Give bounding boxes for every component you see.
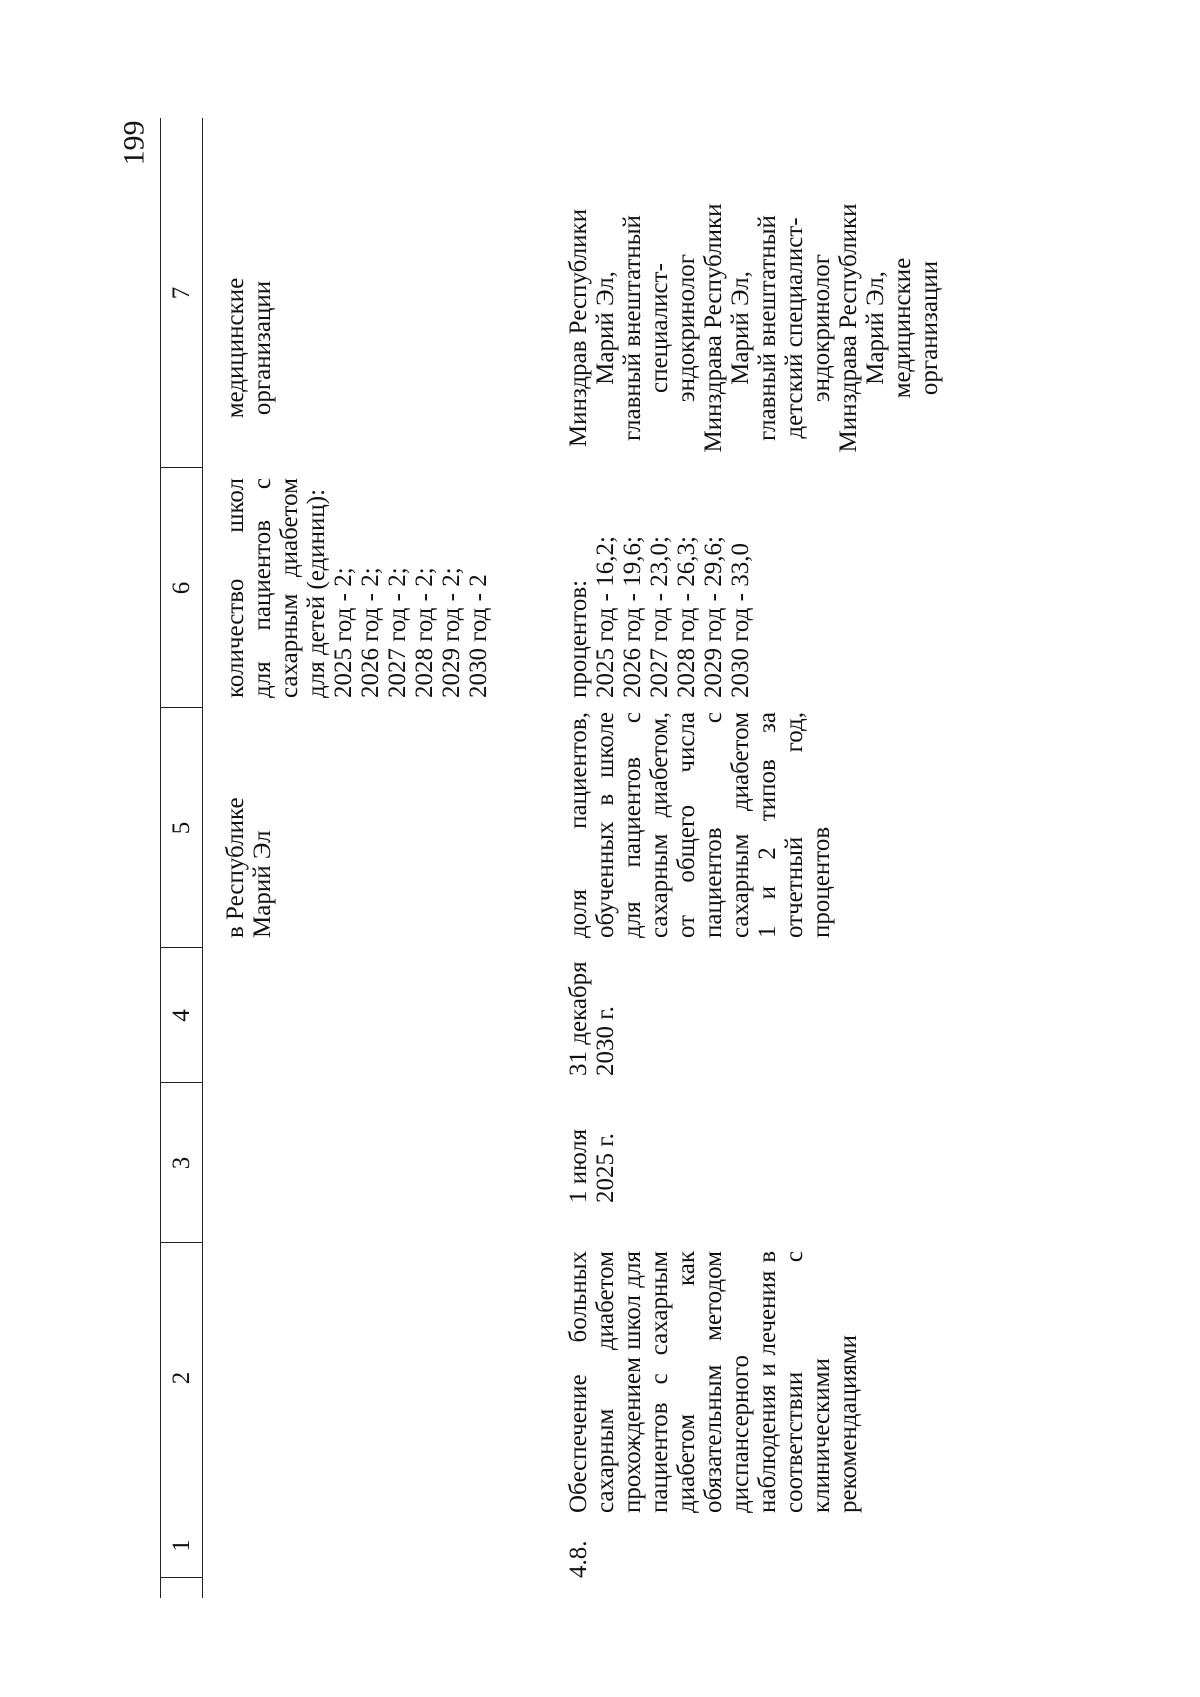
header-col-2: 2 — [168, 1371, 195, 1385]
header-col-7: 7 — [168, 286, 195, 300]
cont-indicator-text: в Республике Марий Эл — [222, 797, 276, 938]
responsible-executors: Минздрав Республики Марий Эл, главный внештатный специалист- эндокринолог Минздрава Республики Марий Эл, главный внештатный детский специалист- эндокринолог Минздрава Республики Марий Эл, медицинские организации — [565, 203, 943, 453]
row-number: 4.8. — [565, 1540, 592, 1578]
indicator-text: доля пациентов, обученных в школе для пациентов с сахарным диабетом, от общего числа пациентов с сахарным диабетом 1 и 2 типов за отчетный год, процентов — [565, 712, 835, 938]
header-bottom-border — [202, 118, 203, 1598]
header-top-border — [160, 118, 161, 1598]
indicator-values: процентов: 2025 год - 16,2; 2026 год - 19,6; 2027 год - 23,0; 2028 год - 26,3; 2029 год - 29,6; 2030 год - 33,0 — [565, 536, 754, 698]
header-col-5: 5 — [168, 821, 195, 835]
start-date: 1 июля 2025 г. — [565, 1128, 619, 1203]
table-grid — [160, 118, 1000, 1598]
task-description: Обеспечение больных сахарным диабетом прохождением школ для пациентов с сахарным диабетом как обязательным методом диспансерного наблюдения и лечения в соответствии с клиническими рекомендациями — [565, 1251, 862, 1513]
page-number: 199 — [117, 120, 151, 166]
header-col-4: 4 — [168, 1009, 195, 1022]
header-col-1: 1 — [168, 1539, 195, 1552]
end-date: 31 декабря 2030 г. — [565, 961, 619, 1076]
header-col-3: 3 — [168, 1156, 195, 1170]
cont-responsible-text: медицинские организации — [222, 277, 276, 419]
table-landscape — [160, 118, 1000, 1598]
cont-values-text: количество школ для пациентов с сахарным диабетом для детей (единиц): 2025 год - 2; 2026 год - 2; 2027 год - 2; 2028 год - 2; 2029 год - 2; 2030 год - 2 — [222, 478, 492, 698]
header-col-6: 6 — [168, 581, 195, 595]
